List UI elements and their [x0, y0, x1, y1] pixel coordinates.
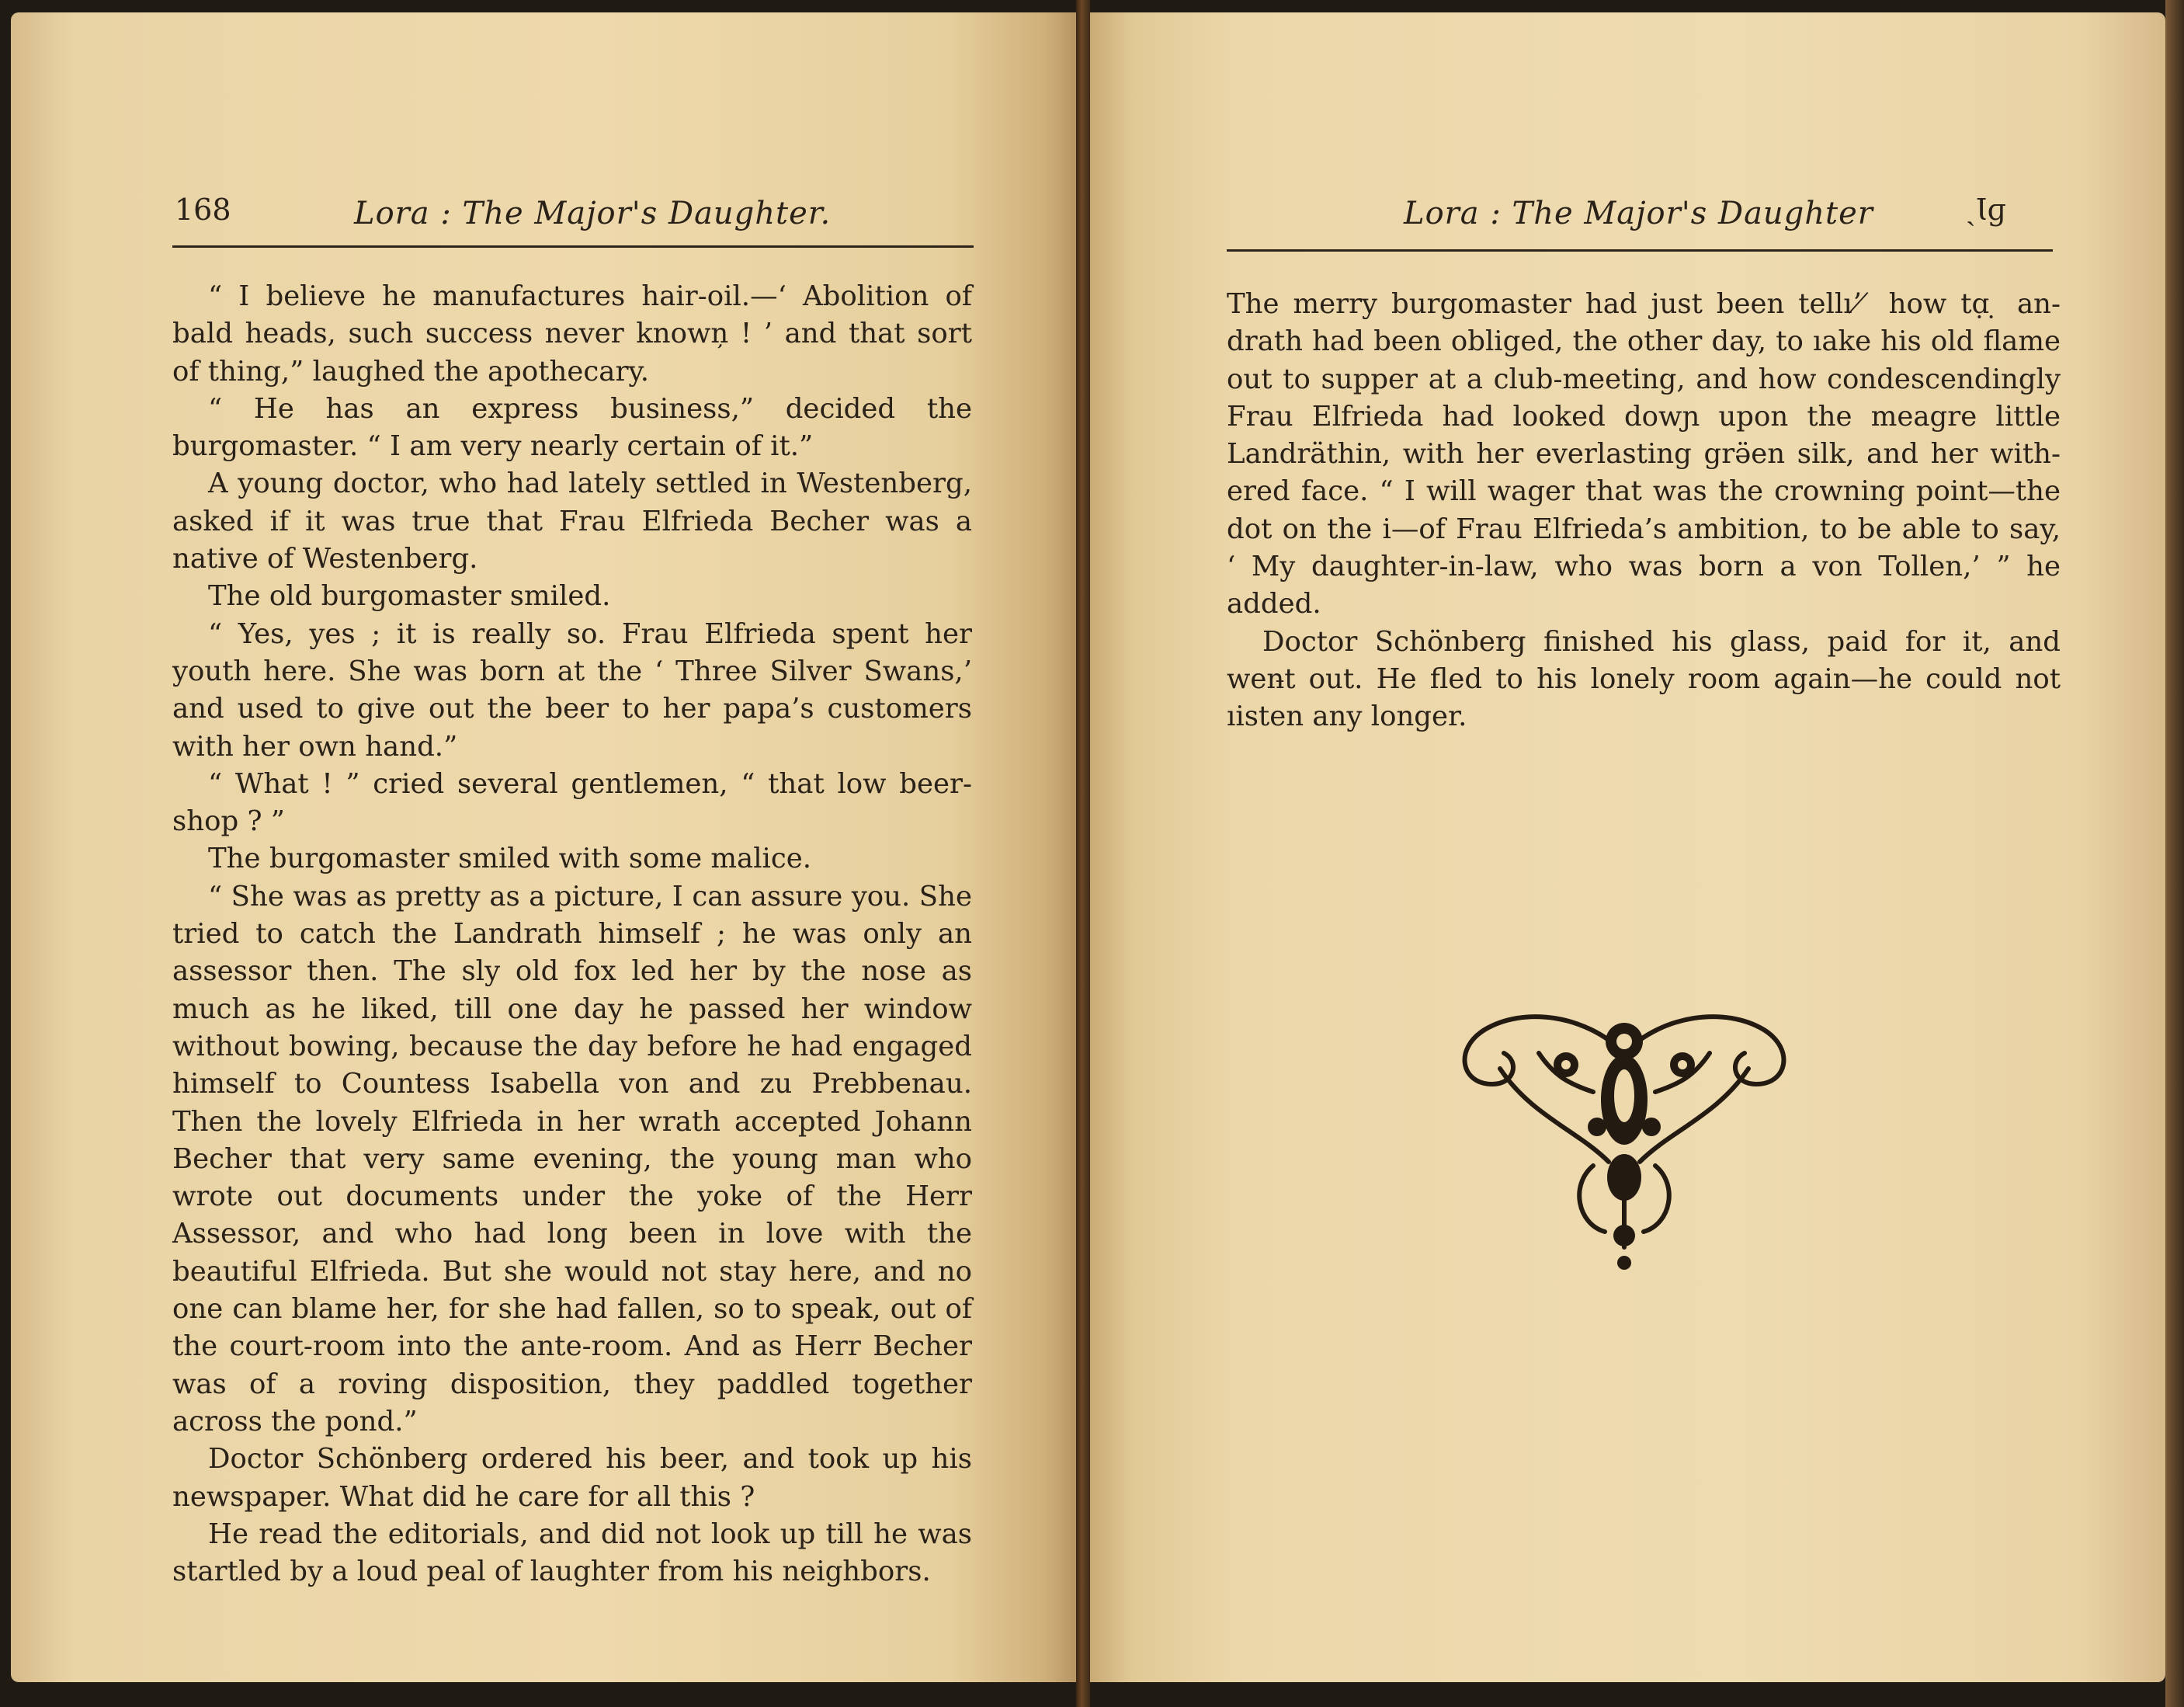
paragraph: The burgomaster smiled with some malice.	[208, 843, 812, 875]
paragraph: “ He has an express business,” decided the burgomaster. “ I am very nearly certain of it.”	[172, 392, 972, 463]
paragraph: Doctor Schönberg finished his glass, paid for it, and wen̵t out. He fled to his lonely room again—he could not ıisten any longer.	[1227, 625, 2061, 733]
paragraph: “ She was as pretty as a picture, I can assure you. She tried to catch the Landrath himself ; he was only an assessor then. The sly old fox led her by the nose as much as he liked, till one day he passed her window without bowing, because the day before he had engaged himself to Countess Isabella von and zu Prebbenau. Then the lovely Elfrieda in her wrath accepted Johann Becher that very same evening, the young man who wrote out documents under the yoke of the Herr Assessor, and who had long been in love with the beautiful Elfrieda. But she would not stay here, and no one can blame her, for she had fallen, so to speak, out of the court-room into the ante-room. And as Herr Becher was of a roving disposition, they paddled together across the pond.”	[172, 880, 972, 1438]
left-page	[11, 12, 1076, 1682]
paragraph: A young doctor, who had lately settled in Westenberg, asked if it was true that Frau Elfrieda Becher was a native of Westenberg.	[172, 468, 972, 575]
header-rule-left	[172, 245, 974, 248]
book-gutter	[1076, 0, 1090, 1707]
page-number-right: ˎƖɡ	[1966, 193, 2006, 227]
book-cover-edge	[2165, 0, 2184, 1707]
paragraph: “ I believe he manufactures hair-oil.—‘ Abolition of bald heads, such success never knowņ ! ’ and that sort of thing,” laughed the apothecary.	[172, 280, 972, 388]
paragraph: The old burgomaster smiled.	[208, 580, 611, 613]
left-header	[11, 189, 1076, 236]
right-page	[1090, 12, 2165, 1682]
paragraph: “ Yes, yes ; it is really so. Frau Elfrieda spent her youth here. She was born at the ‘ Three Silver Swans,’ and used to give out the beer to her papa’s customers with her own hand.”	[172, 617, 972, 763]
mermaid-scroll-ornament-icon	[1438, 999, 1811, 1278]
running-head-right: Lora : The Major's Daughter	[1404, 196, 1873, 231]
paragraph: The merry burgomaster had just been tellıʼ ̸ how tɑ̣ ̣ an-drath had been obliged, the other day, to ıake his old flame out to supper at a club-meeting, and how condescendingly Frau Elfrieda had looked dowɲ upon the meagre little Landräthin, with her everlasting grə̈en silk, and her with-ered face. “ I will wager that was the crowning point—the dot on the i—of Frau Elfrieda’s ambition, to be able to say, ‘ My daughter-in-law, who was born a von Tollen,’ ” he added.	[1227, 288, 2061, 621]
paragraph: He read the editorials, and did not look up till he was startled by a loud peal of laughter from his neighbors.	[172, 1518, 972, 1588]
right-header	[1090, 189, 2165, 236]
page-number-left: 168	[175, 193, 231, 227]
paragraph: Doctor Schönberg ordered his beer, and took up his newspaper. What did he care for all this ?	[172, 1443, 972, 1513]
paragraph: “ What ! ” cried several gentlemen, “ that low beer-shop ? ”	[172, 767, 972, 838]
left-page-text	[172, 278, 972, 1591]
header-rule-right	[1227, 249, 2053, 252]
right-page-text	[1227, 286, 2061, 736]
running-head-left: Lora : The Major's Daughter.	[354, 196, 832, 231]
